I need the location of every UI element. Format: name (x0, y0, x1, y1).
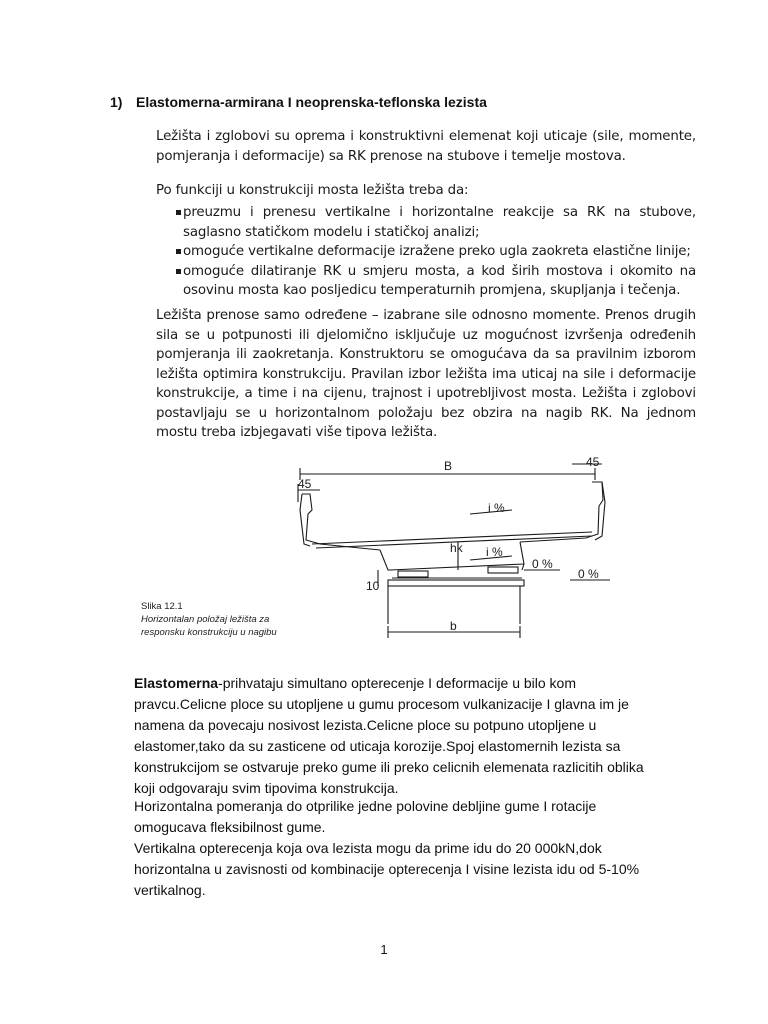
label-10: 10 (366, 579, 380, 593)
caption-line-2: responsku konstrukciju u nagibu (141, 627, 277, 638)
scanned-prenos-paragraph (156, 306, 696, 443)
section-heading (110, 94, 487, 110)
vertical-text: Vertikalna opterecenja koja ova lezista mogu da prime idu do 20 000kN,dok horizontalna u zavisnosti od kombinacije opterecenja I visine lezista idu od 5-10% vertikalnog. (134, 840, 640, 898)
list-item (156, 203, 696, 242)
list-item (156, 262, 696, 301)
bearing-right (488, 567, 518, 573)
list-item-text: omoguće dilatiranje RK u smjeru mosta, a kod širih mostova i okomito na osovinu mosta kao posljedicu temperaturnih promjena, skupljanja i tečenja. (183, 263, 696, 298)
list-item-text: preuzmu i prenesu vertikalne i horizontalne reakcije sa RK na stubove, saglasno statičkom modelu i statičkoj analizi; (183, 205, 696, 240)
label-hk: hk (450, 541, 463, 555)
label-b: b (450, 619, 457, 633)
horizontal-text: Horizontalna pomeranja do otprilike jedne polovine debljine gume I rotacije omogucava fleksibilnost gume. (134, 798, 597, 835)
label-i-top: i % (488, 501, 505, 515)
label-45-right: 45 (586, 455, 600, 469)
elastomer-paragraph (134, 673, 664, 799)
bullet-icon (176, 249, 181, 254)
intro-text: Ležišta i zglobovi su oprema i konstruktivni elemenat koji uticaje (sile, momente, pomjeranja i deformacije) sa RK prenose na stubove i temelje mostova. (156, 129, 696, 164)
prenos-text: Ležišta prenose samo određene – izabrane sile odnosno momente. Prenos drugih sila se u potpunosti ili djelomično isključuje uz mogućnost izvršenja određenih pomjeranja ili zaokretanja. Konstruktoru se omogućava da sa pravilnim izborom ležišta optimira konstrukciju. Pravilan izbor ležišta ima uticaj na sile i deformacije konstrukcije, a time i na cijenu, trajnost i upotrebljivost mosta. Ležišta i zglobovi postavljaju se u horizontalnom položaju bez obzira na nagib RK. Na jednom mostu treba izbjegavati više tipova ležišta. (156, 308, 696, 440)
label-i-mid: i % (486, 545, 503, 559)
elastomer-text: -prihvataju simultano opterecenje I deformacije u bilo kom pravcu.Celicne ploce su utopljene u gumu procesom vulkanizacije I glavna im je namena da povecaju nosivost lezista.Celicne ploce su potpuno utopljene u elastomer,tako da su zasticene od uticaja korozije.Spoj elastomernih lezista sa konstrukcijom se ostvaruje preko gume ili preko celicnih elemenata razlicitih oblika koji odgovaraju svim tipovima konstrukcija. (134, 675, 644, 796)
label-zero-b: 0 % (578, 567, 599, 581)
list-item (156, 242, 696, 262)
list-item-text: omoguće vertikalne deformacije izražene preko ugla zaokreta elastične linije; (183, 244, 691, 259)
label-B: B (444, 459, 453, 473)
right-web (520, 542, 524, 570)
section-title: Elastomerna-armirana I neoprenska-teflonska lezista (136, 94, 487, 110)
function-lead-text: Po funkciji u konstrukciji mosta ležišta treba da: (156, 183, 469, 198)
label-zero-a: 0 % (532, 557, 553, 571)
figure-caption (141, 600, 311, 639)
scanned-function-list (156, 203, 696, 301)
page-number: 1 (380, 942, 388, 957)
scanned-function-lead (156, 181, 696, 201)
bullet-icon (176, 210, 181, 215)
loads-paragraph (134, 796, 664, 901)
label-45-left: 45 (298, 477, 312, 491)
left-web (380, 550, 392, 570)
elastomer-term: Elastomerna (134, 675, 219, 691)
caption-line-1: Horizontalan položaj ležišta za (141, 614, 270, 625)
section-number: 1) (110, 94, 123, 110)
scanned-intro-paragraph (156, 127, 696, 166)
bullet-icon (176, 269, 181, 274)
bearing-left (398, 571, 428, 577)
caption-title: Slika 12.1 (141, 601, 183, 612)
